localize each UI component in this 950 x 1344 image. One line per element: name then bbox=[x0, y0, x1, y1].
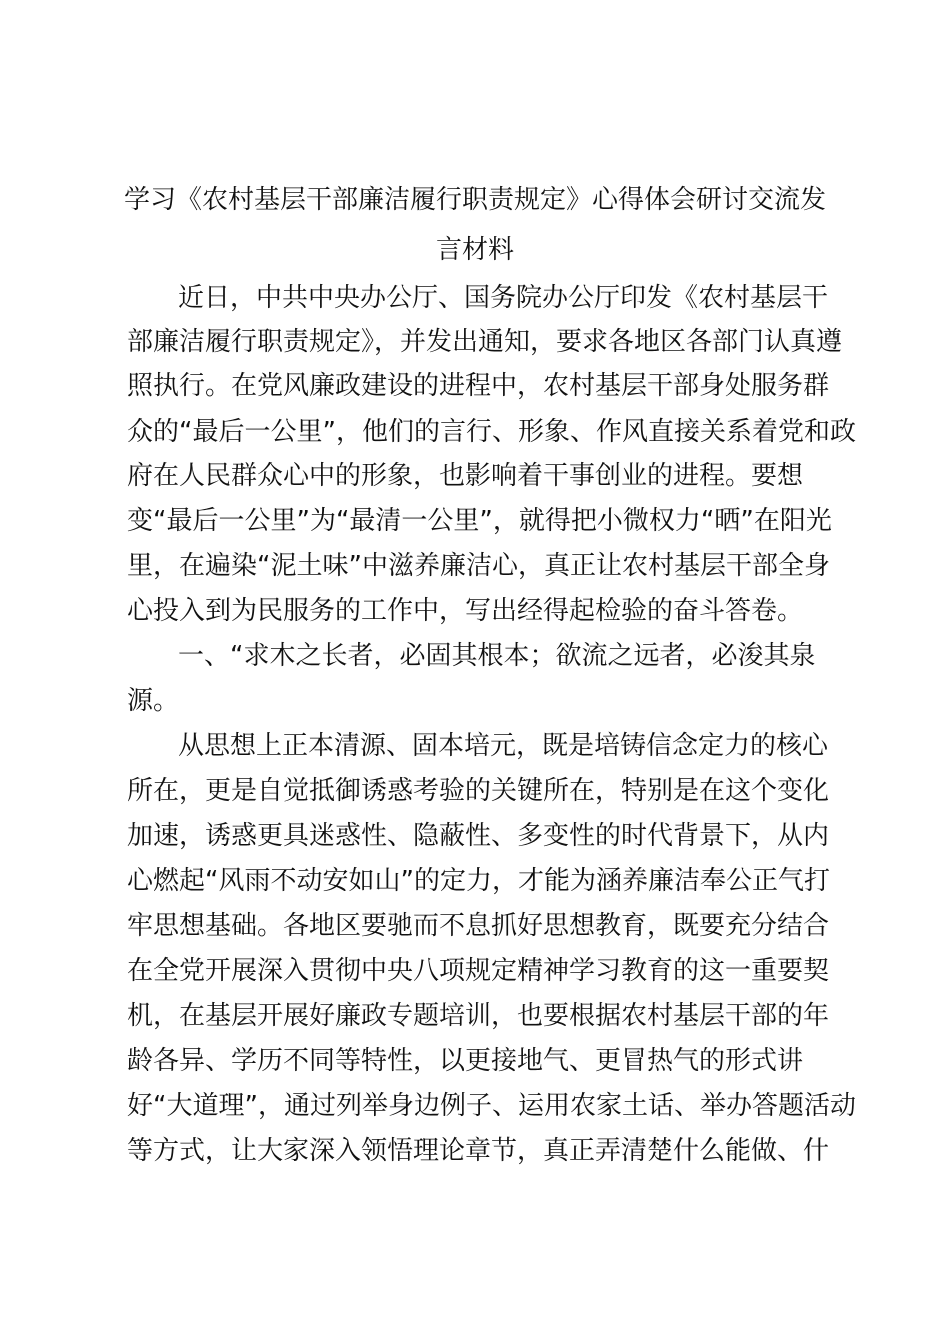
body-line-10: 所在，更是自觉抵御诱惑考验的关键所在，特别是在这个变化 bbox=[127, 776, 830, 806]
body-line-15: 机，在基层开展好廉政专题培训，也要根据农村基层干部的年 bbox=[127, 1001, 830, 1031]
body-line-11: 加速，诱惑更具迷惑性、隐蔽性、多变性的时代背景下，从内 bbox=[127, 821, 830, 851]
body-line-16: 龄各异、学历不同等特性，以更接地气、更冒热气的形式讲 bbox=[127, 1046, 804, 1076]
document-title-line-2: 言材料 bbox=[435, 235, 514, 265]
body-line-1: 近日，中共中央办公厅、国务院办公厅印发《农村基层干 bbox=[178, 283, 829, 313]
body-line-2: 部廉洁履行职责规定》，并发出通知，要求各地区各部门认真遵 bbox=[127, 327, 843, 357]
body-line-12: 心燃起“风雨不动安如山”的定力，才能为涵养廉洁奉公正气打 bbox=[127, 866, 830, 896]
body-line-3: 照执行。在党风廉政建设的进程中，农村基层干部身处服务群 bbox=[127, 371, 830, 401]
body-line-9: 从思想上正本清源、固本培元，既是培铸信念定力的核心 bbox=[178, 731, 829, 761]
body-line-4: 众的“最后一公里”，他们的言行、形象、作风直接关系着党和政 bbox=[127, 417, 856, 447]
body-line-17: 好“大道理”，通过列举身边例子、运用农家土话、举办答题活动 bbox=[127, 1091, 856, 1121]
section-heading-line-2: 源。 bbox=[127, 686, 180, 716]
body-line-13: 牢思想基础。各地区要驰而不息抓好思想教育，既要充分结合 bbox=[127, 911, 830, 941]
section-heading-line-1: 一、“求木之长者，必固其根本；欲流之远者，必浚其泉 bbox=[178, 641, 816, 671]
body-line-7: 里，在遍染“泥土味”中滋养廉洁心，真正让农村基层干部全身 bbox=[127, 551, 830, 581]
body-line-6: 变“最后一公里”为“最清一公里”，就得把小微权力“晒”在阳光 bbox=[127, 506, 832, 536]
body-line-5: 府在人民群众心中的形象，也影响着干事创业的进程。要想 bbox=[127, 461, 804, 491]
document-title-line-1: 学习《农村基层干部廉洁履行职责规定》心得体会研讨交流发 bbox=[123, 185, 826, 215]
body-line-14: 在全党开展深入贯彻中央八项规定精神学习教育的这一重要契 bbox=[127, 956, 830, 986]
body-line-8: 心投入到为民服务的工作中，写出经得起检验的奋斗答卷。 bbox=[127, 596, 804, 626]
body-line-18: 等方式，让大家深入领悟理论章节，真正弄清楚什么能做、什 bbox=[127, 1136, 830, 1166]
